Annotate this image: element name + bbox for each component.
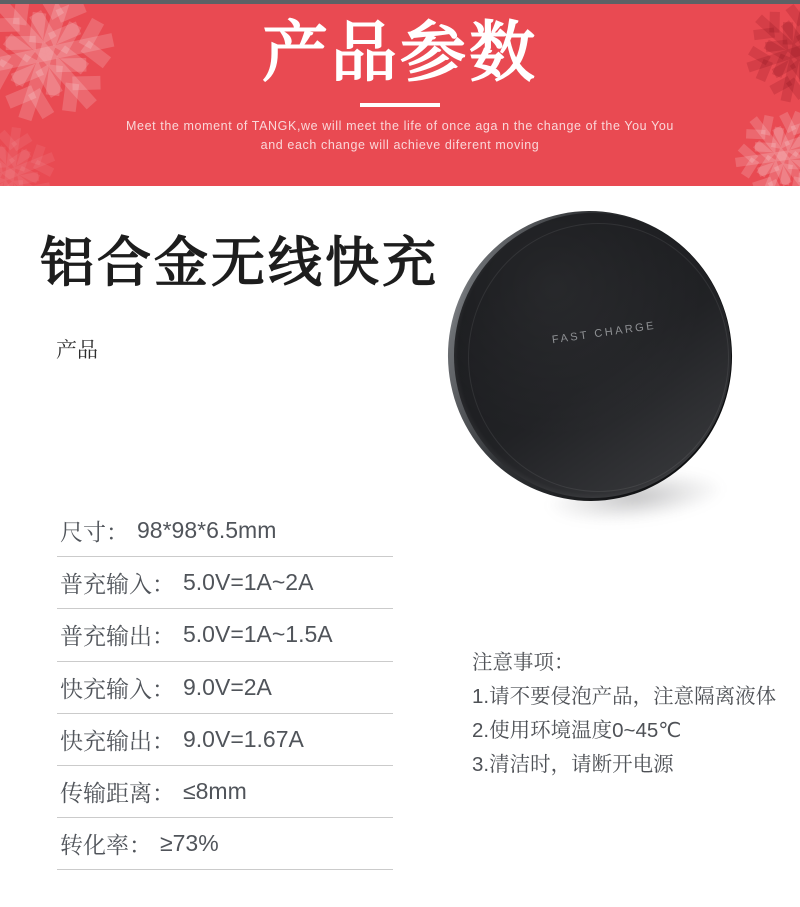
spec-row-normal-output: [57, 609, 393, 661]
spec-row-efficiency: [57, 818, 393, 870]
spec-value: ≥73%: [160, 830, 219, 857]
spec-label: 普充输入：: [60, 571, 175, 598]
spec-list: [57, 505, 393, 870]
product-label: 产品: [56, 339, 98, 362]
charger-face: [454, 213, 731, 498]
banner-title: 产品参数: [262, 15, 538, 89]
product-heading: 铝合金无线快充: [40, 233, 439, 293]
header-banner: [0, 4, 800, 186]
notes-section: [472, 646, 776, 782]
banner-subtitle-line1: Meet the moment of TANGK,we will meet the life of once aga n the change of the You You: [126, 119, 674, 133]
product-image: [448, 211, 732, 503]
spec-row-normal-input: [57, 557, 393, 609]
spec-label: 快充输出：: [60, 727, 175, 754]
spec-value: 5.0V=1A~2A: [183, 569, 314, 596]
spec-value: 9.0V=2A: [183, 673, 272, 700]
note-item: 3.清洁时，请断开电源: [472, 753, 674, 776]
spec-row-distance: [57, 766, 393, 818]
spec-label: 传输距离：: [60, 780, 175, 807]
spec-label: 普充输出：: [60, 623, 175, 650]
charger-engraving-text: FAST CHARGE: [550, 319, 657, 346]
notes-title: 注意事项：: [472, 651, 575, 674]
banner-underline: [360, 103, 440, 107]
spec-value: 5.0V=1A~1.5A: [183, 621, 333, 648]
spec-label: 快充输入：: [60, 675, 175, 702]
banner-subtitle-line2: and each change will achieve diferent moving: [260, 138, 540, 152]
note-item: 1.请不要侵泡产品，注意隔离液体: [472, 685, 777, 708]
spec-row-fast-output: [57, 714, 393, 766]
spec-value: 9.0V=1.67A: [183, 725, 304, 752]
spec-value: 98*98*6.5mm: [137, 517, 277, 544]
note-item: 2.使用环境温度0~45℃: [472, 719, 682, 742]
spec-row-fast-input: [57, 662, 393, 714]
charger-inner-ring: [468, 223, 729, 492]
spec-row-size: [57, 505, 393, 557]
spec-value: ≤8mm: [183, 778, 247, 805]
spec-label: 转化率：: [60, 832, 152, 859]
spec-label: 尺寸：: [60, 519, 129, 546]
